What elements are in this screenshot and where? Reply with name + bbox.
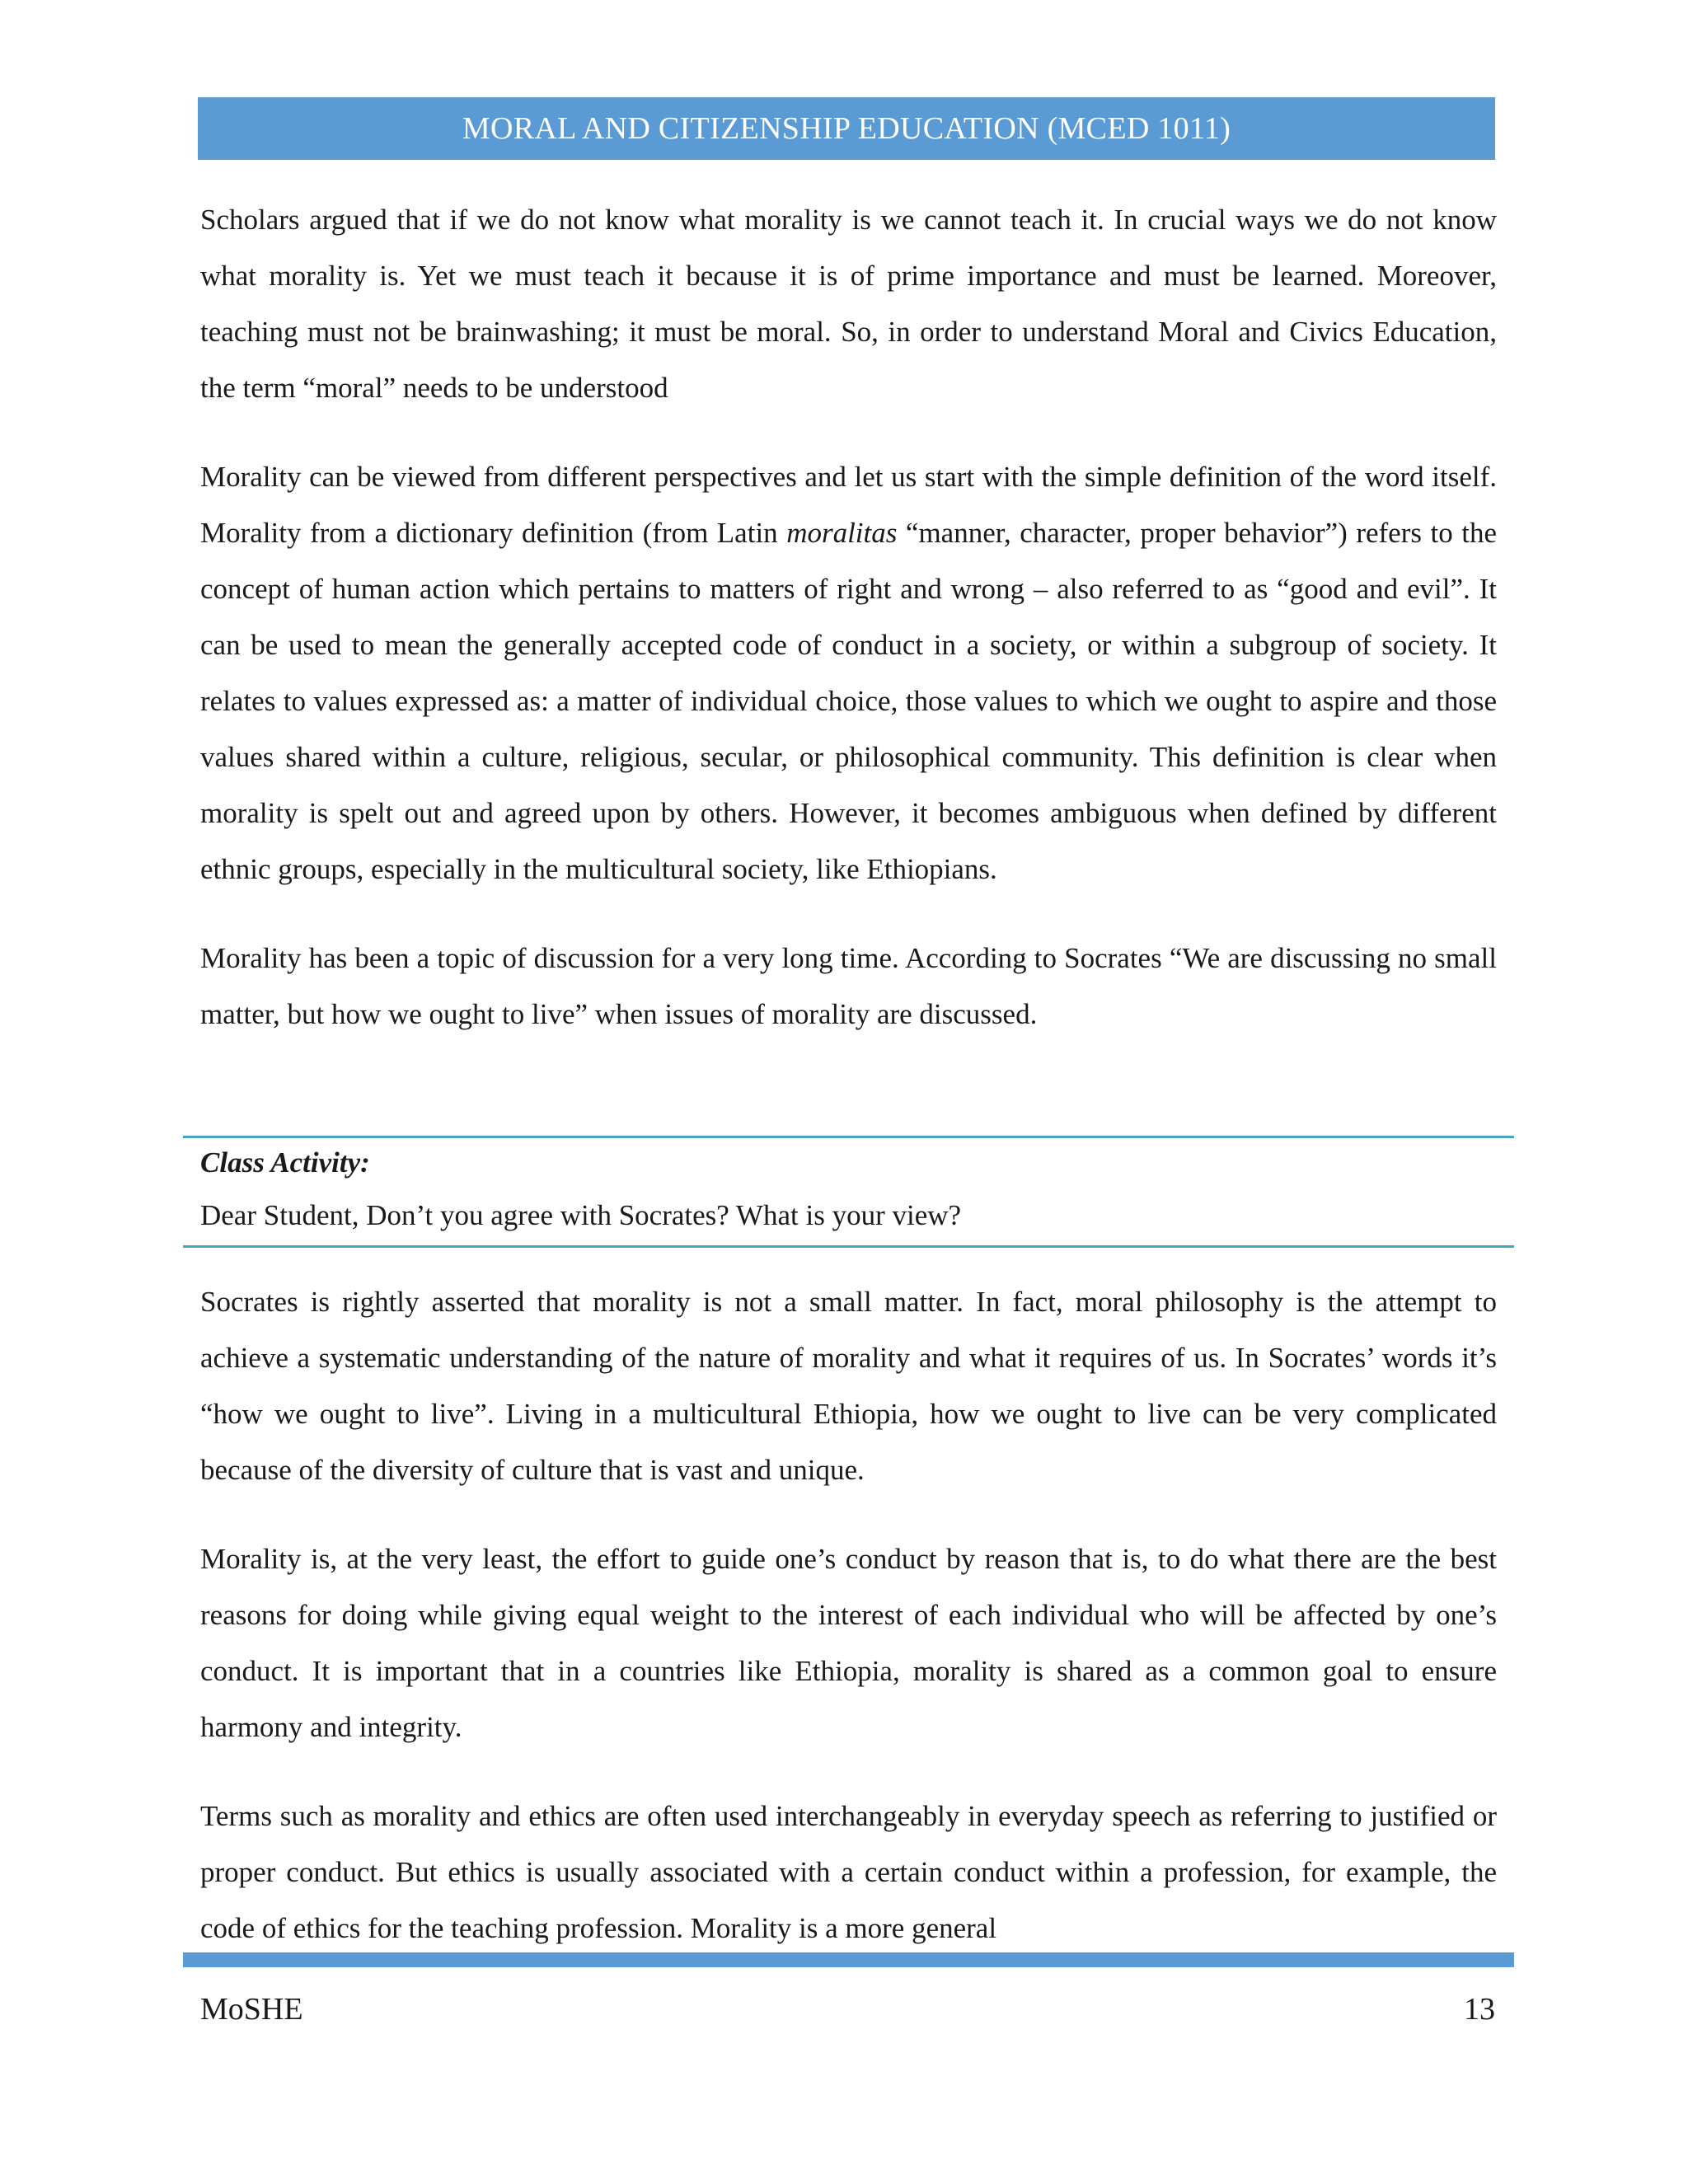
class-activity-question: Dear Student, Don’t you agree with Socrates? What is your view? (200, 1199, 962, 1231)
paragraph-1: Scholars argued that if we do not know what morality is we cannot teach it. In crucial ways we do not know what morality is. Yet we must teach it because it is of prime importance and must be learned. Moreover, teaching must not be brainwashing; it must be moral. So, in order to understand Moral and Civics Education, the term “moral” needs to be understood (200, 204, 1497, 404)
paragraph-2-part-2: “manner, character, proper behavior”) refers to the concept of human action which pertains to matters of right and wrong – also referred to as “good and evil”. It can be used to mean the generally accepted code of conduct in a society, or within a subgroup of society. It relates to values expressed as: a matter of individual choice, those values to which we ought to aspire and those values shared within a culture, religious, secular, or philosophical community. This definition is clear when morality is spelt out and agreed upon by others. However, it becomes ambiguous when defined by different ethnic groups, especially in the multicultural society, like Ethiopians. (200, 517, 1497, 885)
class-activity-box (183, 1136, 1514, 1248)
header-band (198, 97, 1495, 160)
paragraph-5: Morality is, at the very least, the effort to guide one’s conduct by reason that is, to do what there are the best reasons for doing while giving equal weight to the interest of each individual who will be affected by one’s conduct. It is important that in a countries like Ethiopia, morality is shared as a common goal to ensure harmony and integrity. (200, 1543, 1497, 1743)
paragraph-6: Terms such as morality and ethics are often used interchangeably in everyday speech as referring to justified or proper conduct. But ethics is usually associated with a certain conduct within a profession, for example, the code of ethics for the teaching profession. Morality is a more general (200, 1800, 1497, 1944)
header-title: MORAL AND CITIZENSHIP EDUCATION (MCED 1011) (462, 111, 1231, 146)
paragraph-4: Socrates is rightly asserted that morality is not a small matter. In fact, moral philosophy is the attempt to achieve a systematic understanding of the nature of morality and what it requires of us. In Socrates’ words it’s “how we ought to live”. Living in a multicultural Ethiopia, how we ought to live can be very complicated because of the diversity of culture that is vast and unique. (200, 1286, 1497, 1486)
paragraph-2-part-1: Morality can be viewed from different perspectives and let us start with the simple definition of the word itself. Morality from a dictionary definition (from Latin (200, 461, 1497, 549)
class-activity-title: Class Activity: (200, 1146, 370, 1179)
footer-organization: MoSHE (200, 1992, 303, 2027)
footer-bar (183, 1952, 1514, 1967)
paragraph-2 (200, 449, 1497, 898)
latin-term: moralitas (786, 517, 898, 549)
paragraph-3: Morality has been a topic of discussion for a very long time. According to Socrates “We are discussing no small matter, but how we ought to live” when issues of morality are discussed. (200, 942, 1497, 1030)
body-text-top (200, 192, 1497, 1076)
body-text-bottom (200, 1274, 1497, 1990)
page-number: 13 (1464, 1992, 1495, 2027)
